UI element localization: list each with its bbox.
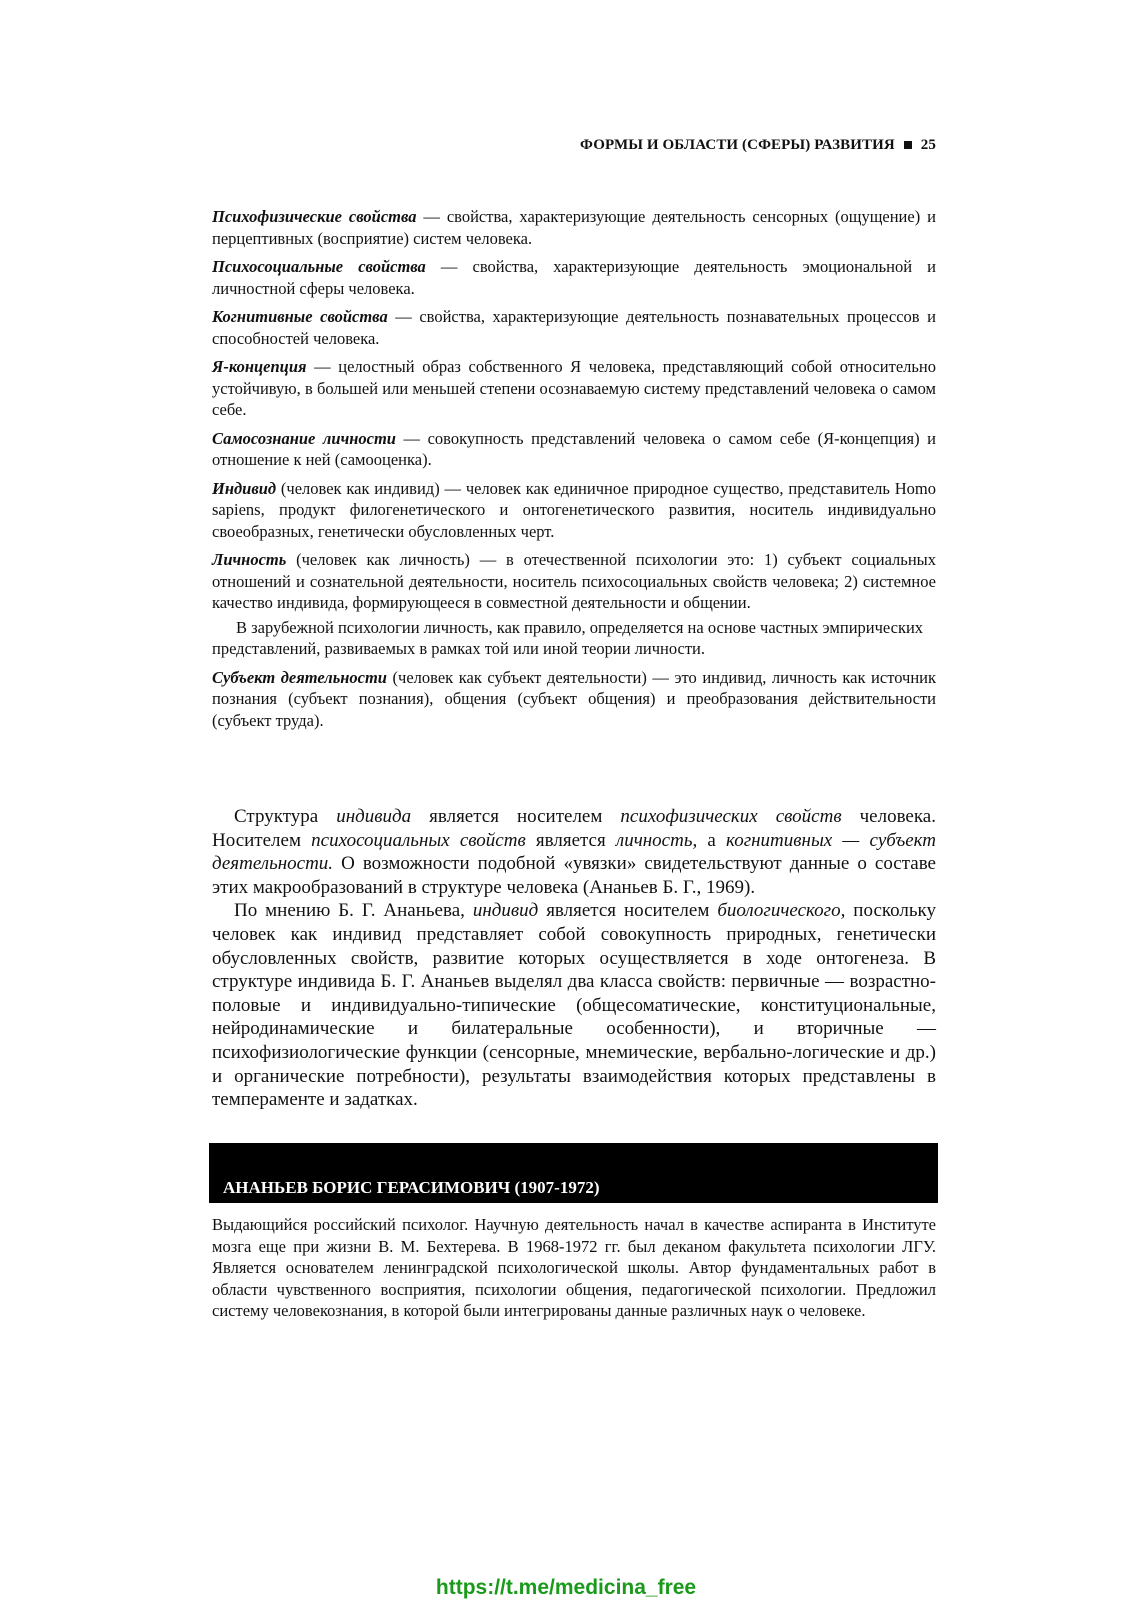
definition-personality: [212, 549, 936, 614]
text-run: является: [525, 829, 616, 851]
definition-term: Самосознание личности: [212, 428, 396, 448]
definition-term: Психосоциальные свойства: [212, 257, 426, 276]
definition-text: — совокупность представлений человека о самом себе (Я-концепция) и отношение к ней (самооценка).: [212, 428, 936, 469]
italic-run: индивида: [336, 806, 412, 827]
italic-run: когнитивных — субъект деятельности.: [212, 829, 936, 875]
definition-self-awareness: [212, 428, 936, 471]
definition-text: — свойства, характеризующие деятельность эмоциональной и личностной сферы человека.: [212, 257, 937, 298]
definition-psychosocial: [212, 256, 936, 299]
definition-text: — целостный образ собственного Я человека, представляющий собой относительно устойчивую, в большей или меньшей степени осознаваемую систему представлений человека о самом себе.: [212, 357, 936, 419]
text-run: является носителем: [538, 900, 718, 922]
definition-subject: [212, 667, 936, 732]
telegram-link[interactable]: https://t.me/medicina_free: [435, 1576, 697, 1599]
page-number: 25: [920, 137, 936, 153]
body-paragraph: [212, 899, 936, 1111]
italic-run: психофизических свойств: [620, 806, 842, 827]
square-bullet-icon: [904, 141, 912, 149]
definitions-block: [212, 206, 936, 738]
definition-term: Индивид: [212, 478, 277, 498]
text-run: является носителем: [411, 806, 621, 827]
italic-run: личность,: [615, 829, 698, 851]
definition-self-concept: [212, 356, 936, 421]
personality-note: В зарубежной психологии личность, как правило, определяется на основе частных эмпирических представлений, развиваемых в рамках той или иной теории личности.: [212, 617, 924, 658]
definition-text: — свойства, характеризующие деятельность познавательных процессов и способностей человека.: [212, 307, 936, 348]
definition-psychophysical: [212, 206, 936, 249]
italic-run: психосоциальных свойств: [311, 829, 526, 851]
text-run: Структура: [234, 806, 337, 827]
definition-term: Психофизические свойства: [212, 207, 417, 226]
text-run: человека. Носителем: [212, 806, 936, 851]
italic-run: индивид: [472, 900, 539, 922]
text-run: О возможности подобной «увязки» свидетельствуют данные о составе этих макрообразований в структуре человека (Ананьев Б. Г., 1969).: [212, 853, 936, 898]
italic-run: биологического,: [717, 900, 846, 922]
definition-term: Когнитивные свойства: [212, 307, 388, 326]
definition-term: Я-концепция: [212, 357, 307, 376]
bio-banner: [209, 1143, 938, 1203]
definition-individual: [212, 478, 936, 543]
bio-text: Выдающийся российский психолог. Научную деятельность начал в качестве аспиранта в Институте мозга еще при жизни В. М. Бехтерева. В 1968-1972 гг. был деканом факультета психологии ЛГУ. Является основателем ленинградской психологической школы. Автор фундаментальных работ в области чувственного восприятия, психологии общения, педагогической психологии. Предложил систему человекознания, в которой были интегрированы данные различных наук о человеке.: [212, 1215, 936, 1320]
text-run: По мнению Б. Г. Ананьева,: [234, 900, 473, 922]
body-paragraph: [212, 805, 936, 899]
text-run: а: [697, 829, 727, 851]
definition-text: — свойства, характеризующие деятельность сенсорных (ощущение) и перцептивных (восприятие) систем человека.: [212, 207, 936, 248]
definition-text: (человек как личность) — в отечественной психологии это: 1) субъект социальных отношений и сознательной деятельности, носитель психосоциальных свойств человека; 2) системное качество индивида, формирующееся в совместной деятельности и общении.: [212, 550, 936, 612]
bio-title: АНАНЬЕВ БОРИС ГЕРАСИМОВИЧ (1907-1972): [223, 1178, 600, 1197]
definition-term: Личность: [212, 550, 287, 569]
running-header: [212, 137, 936, 154]
definition-term: Субъект деятельности: [212, 667, 387, 687]
running-title: ФОРМЫ И ОБЛАСТИ (СФЕРЫ) РАЗВИТИЯ: [580, 137, 895, 153]
text-run: поскольку человек как индивид представляет собой совокупность природных, генетически обусловленных свойств, развитие которых осуществляется в ходе онтогенеза. В структуре индивида Б. Г. Ананьев выделял два класса свойств: первичные — возрастно-половые и индивидуально-типические (общесоматические, конституциональные, нейродинамические и билатеральные особенности), и вторичные — психофизиологические функции (сенсорные, мнемические, вербально-логические и др.) и органические потребности), результаты взаимодействия которых представлены в темпераменте и задатках.: [212, 900, 937, 1111]
definition-cognitive: [212, 306, 936, 349]
definition-text: (человек как субъект деятельности) — это индивид, личность как источник познания (субъект познания), общения (субъект общения) и преобразования действительности (субъект труда).: [212, 667, 936, 730]
main-text: [212, 805, 936, 1112]
definition-text: (человек как индивид) — человек как единичное природное существо, представитель Homo sapiens, продукт филогенетического и онтогенетического развития, носитель индивидуально своеобразных, генетически обусловленных черт.: [212, 478, 936, 541]
